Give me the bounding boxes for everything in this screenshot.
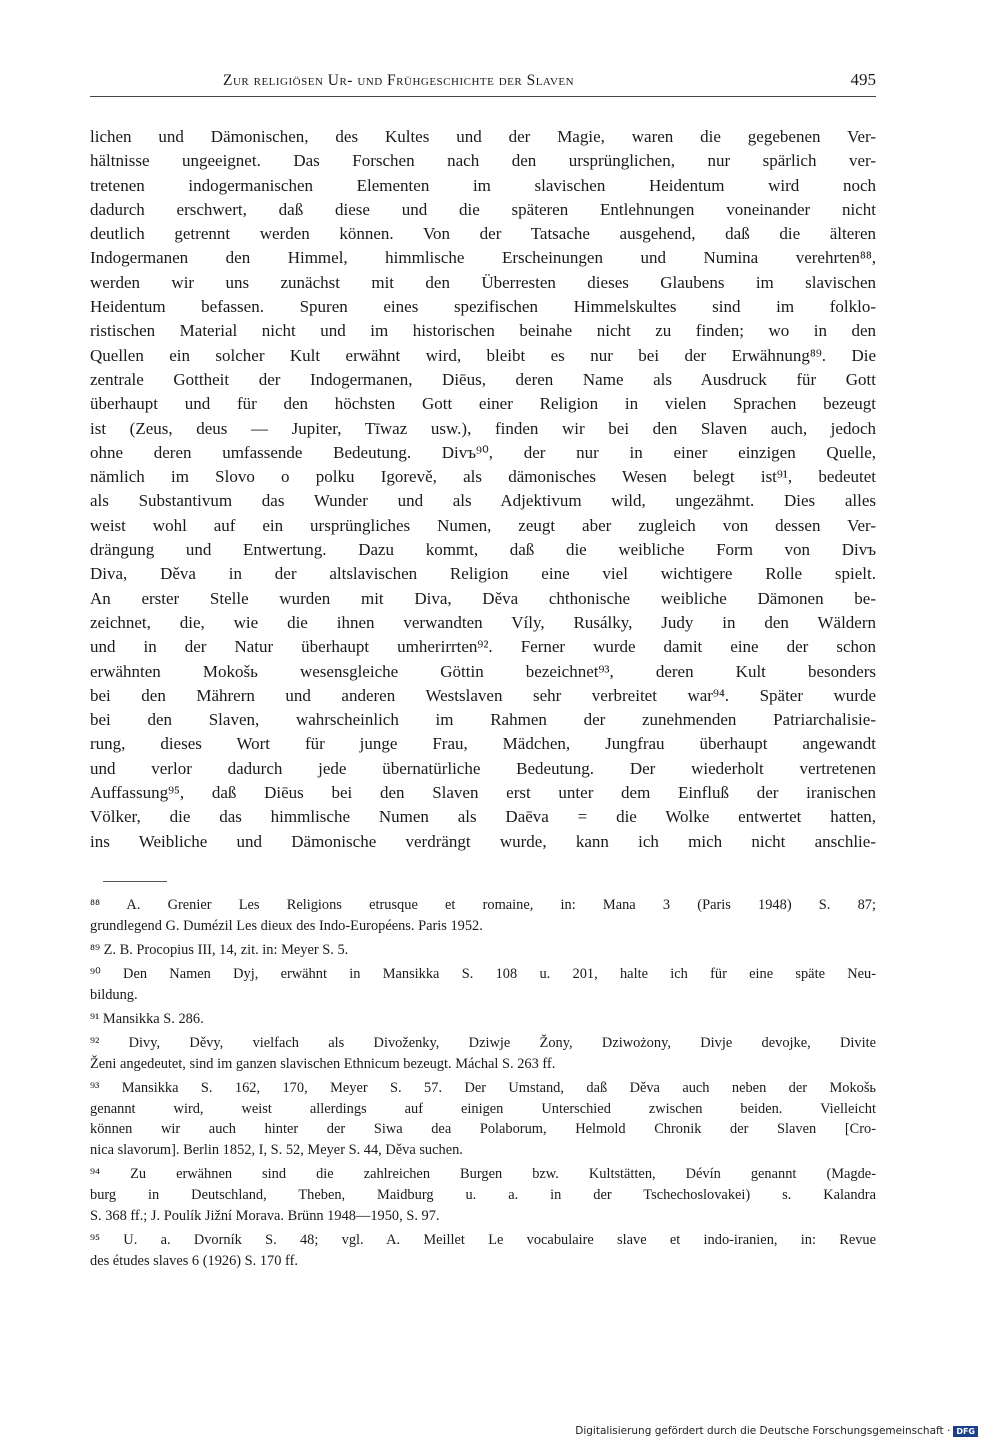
footnote-94 (90, 1164, 876, 1226)
footnote-line: ⁸⁸ A. Grenier Les Religions etrusque et romaine, in: Mana 3 (Paris 1948) S. 87; (90, 897, 876, 913)
footnote-90 (90, 964, 876, 1005)
footnote-line: grundlegend G. Dumézil Les dieux des Indo-Européens. Paris 1952. (90, 917, 483, 934)
body-line: zeichnet, die, wie die ihnen verwandten Víly, Rusálky, Judy in den Wäldern (90, 612, 876, 632)
body-line: weist wohl auf ein ursprüngliches Numen, zeugt aber zugleich von dessen Ver- (90, 515, 876, 535)
body-line: nämlich im Slovo o polku Igorevě, als dämonisches Wesen belegt ist⁹¹, bedeutet (90, 467, 876, 487)
body-line: lichen und Dämonischen, des Kultes und der Magie, waren die gegebenen Ver- (90, 127, 876, 146)
footnote-line: ⁹⁵ U. a. Dvorník S. 48; vgl. A. Meillet Le vocabulaire slave et indo-iranien, in: Revue (90, 1231, 876, 1248)
footnote-93 (90, 1078, 876, 1161)
body-line: Heidentum befassen. Spuren eines spezifischen Himmelskultes sind im folklo- (90, 297, 876, 317)
footnote-rule (103, 881, 167, 882)
body-line: ristischen Material nicht und im historischen beinahe nicht zu finden; wo in den (90, 321, 876, 341)
footnote-line: ⁹² Divy, Děvy, vielfach als Divoženky, Dziwje Žony, Dziwożony, Divje devojke, Divite (90, 1035, 876, 1052)
body-line: drängung und Entwertung. Dazu kommt, daß die weibliche Form von Divъ (90, 540, 876, 560)
footnote-88 (90, 895, 876, 936)
body-line: ohne deren umfassende Bedeutung. Divъ⁹⁰, der nur in einer einzigen Quelle, (90, 442, 876, 462)
body-line: tretenen indogermanischen Elementen im slavischen Heidentum wird noch (90, 175, 876, 195)
body-line: überhaupt und für den höchsten Gott einer Religion in vielen Sprachen bezeugt (90, 394, 876, 414)
body-line: erwähnten Mokošь wesensgleiche Göttin bezeichnet⁹³, deren Kult besonders (90, 661, 876, 681)
body-line: Quellen ein solcher Kult erwähnt wird, bleibt es nur bei der Erwähnung⁸⁹. Die (90, 345, 876, 365)
body-line: zentrale Gottheit der Indogermanen, Diēus, deren Name als Ausdruck für Gott (90, 369, 876, 389)
body-line: werden wir uns zunächst mit den Überresten dieses Glaubens im slavischen (90, 272, 876, 292)
footnote-89 (90, 940, 876, 961)
footnote-95 (90, 1230, 876, 1271)
body-line: Diva, Děva in der altslavischen Religion eine viel wichtigere Rolle spielt. (90, 564, 876, 584)
body-line: ist (Zeus, deus — Jupiter, Tīwaz usw.), finden wir bei den Slaven auch, jedoch (90, 418, 876, 438)
body-line: als Substantivum das Wunder und als Adjektivum wild, ungezähmt. Dies alles (90, 491, 876, 511)
page-number: 495 (850, 70, 876, 89)
footnote-line: S. 368 ff.; J. Poulík Jižní Morava. Brünn 1948—1950, S. 97. (90, 1207, 440, 1224)
body-line: bei den Slaven, wahrscheinlich im Rahmen der zunehmenden Patriarchalisie- (90, 710, 876, 730)
body-line: hältnisse ungeeignet. Das Forschen nach den ursprünglichen, nur spärlich ver- (90, 151, 876, 171)
footnotes (90, 895, 876, 1275)
body-line: ins Weibliche und Dämonische verdrängt wurde, kann ich mich nicht anschlie- (90, 831, 876, 851)
footnote-line: des études slaves 6 (1926) S. 170 ff. (90, 1252, 298, 1269)
running-header (90, 70, 876, 97)
footnote-91 (90, 1009, 876, 1030)
footnote-line: ⁹³ Mansikka S. 162, 170, Meyer S. 57. Der Umstand, daß Děva auch neben der Mokošь (90, 1080, 876, 1096)
body-line: rung, dieses Wort für junge Frau, Mädchen, Jungfrau überhaupt angewandt (90, 734, 876, 754)
body-line: An erster Stelle wurden mit Diva, Děva chthonische weibliche Dämonen be- (90, 588, 876, 608)
footnote-line: ⁸⁹ Z. B. Procopius III, 14, zit. in: Meyer S. 5. (90, 941, 349, 958)
dfg-logo: DFG (953, 1426, 978, 1437)
footnote-line: genannt wird, weist allerdings auf einigen Unterschied zwischen beiden. Vielleicht (90, 1100, 876, 1117)
body-line: dadurch erschwert, daß diese und die späteren Entlehnungen voneinander nicht (90, 199, 876, 219)
body-line: bei den Mährern und anderen Westslaven sehr verbreitet war⁹⁴. Später wurde (90, 685, 876, 705)
footnote-line: können wir auch hinter der Siwa dea Polaborum, Helmold Chronik der Slaven [Cro- (90, 1121, 876, 1138)
footnote-line: nica slavorum]. Berlin 1852, I, S. 52, Meyer S. 44, Děva suchen. (90, 1142, 463, 1159)
body-line: deutlich getrennt werden können. Von der Tatsache ausgehend, daß die älteren (90, 224, 876, 244)
body-line: Völker, die das himmlische Numen als Daēva = die Wolke entwertet hatten, (90, 807, 876, 827)
footnote-line: burg in Deutschland, Theben, Maidburg u. a. in der Tschechoslovakei) s. Kalandra (90, 1186, 876, 1203)
body-line: und verlor dadurch jede übernatürliche Bedeutung. Der wiederholt vertretenen (90, 758, 876, 778)
body-line: und in der Natur überhaupt umherirrten⁹². Ferner wurde damit eine der schon (90, 637, 876, 657)
footnote-line: Ženi angedeutet, sind im ganzen slavischen Ethnicum bezeugt. Máchal S. 263 ff. (90, 1055, 556, 1072)
footnote-line: ⁹⁴ Zu erwähnen sind die zahlreichen Burgen bzw. Kultstätten, Dévín genannt (Magde- (90, 1166, 876, 1183)
running-title: Zur religiösen Ur- und Frühgeschichte der Slaven (223, 72, 575, 89)
footnote-line: ⁹¹ Mansikka S. 286. (90, 1010, 204, 1027)
body-line: Indogermanen den Himmel, himmlische Erscheinungen und Numina verehrten⁸⁸, (90, 248, 876, 268)
footnote-line: bildung. (90, 986, 138, 1003)
body-text (90, 125, 876, 854)
footnote-92 (90, 1033, 876, 1074)
footnote-line: ⁹⁰ Den Namen Dyj, erwähnt in Mansikka S. 108 u. 201, halte ich für eine späte Neu- (90, 966, 876, 983)
credit-text: Digitalisierung gefördert durch die Deutsche Forschungsgemeinschaft · (575, 1425, 951, 1437)
body-line: Auffassung⁹⁵, daß Diēus bei den Slaven erst unter dem Einfluß der iranischen (90, 783, 876, 803)
digitization-credit (575, 1425, 978, 1437)
